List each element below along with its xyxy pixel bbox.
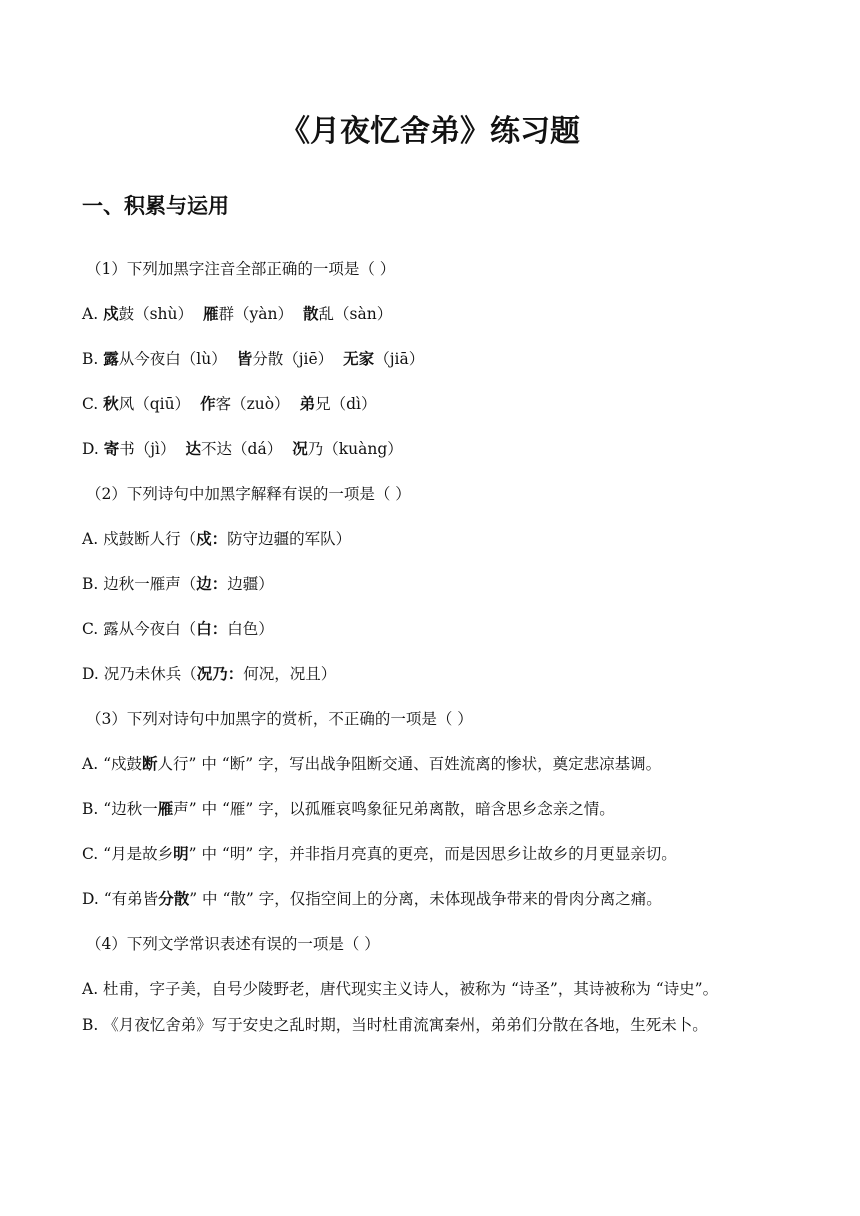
marked-character: 秋	[103, 394, 119, 413]
marked-character: 无家	[343, 349, 375, 368]
marked-character: 散	[303, 304, 319, 323]
marked-character: 皆	[236, 349, 253, 368]
pinyin-text: 客（zuò）	[215, 395, 290, 413]
question-3-option-a: A. “戍鼓断人行” 中 “断” 字，写出战争阻断交通、百姓流离的惨状，奠定悲凉基调。	[82, 754, 662, 773]
option-label: A.	[82, 305, 104, 323]
question-2-stem: （2）下列诗句中加黑字解释有误的一项是（ ）	[86, 485, 411, 503]
marked-character: 弟	[299, 394, 316, 413]
pinyin-text: 鼓（shù）	[118, 305, 193, 323]
question-1-stem: （1）下列加黑字注音全部正确的一项是（ ）	[86, 260, 396, 278]
question-list	[82, 256, 782, 1057]
marked-character: 达	[185, 439, 202, 458]
pinyin-text: 分散（jiē）	[252, 350, 334, 368]
question-3-stem: （3）下列对诗句中加黑字的赏析，不正确的一项是（ ）	[86, 710, 473, 728]
marked-character: 戍	[103, 304, 119, 323]
pinyin-text: 兄（dì）	[315, 395, 377, 413]
marked-character: 露	[103, 349, 119, 368]
section-heading: 一、积累与运用	[82, 194, 229, 218]
question-2-option-d: D. 况乃未休兵（况乃：何况，况且）	[82, 664, 337, 683]
pinyin-text: 书（jì）	[119, 440, 176, 458]
marked-character: 况	[292, 439, 308, 458]
question-2-option-a: A. 戍鼓断人行（戍：防守边疆的军队）	[82, 529, 352, 548]
pinyin-text: 风（qiū）	[118, 395, 191, 413]
page-title: 《月夜忆舍弟》练习题	[280, 114, 580, 149]
pinyin-text: 乃（kuàng）	[307, 440, 403, 458]
marked-character: 寄	[103, 439, 120, 458]
question-4-option-a: A. 杜甫，字子美，自号少陵野老，唐代现实主义诗人，被称为 “诗圣”，其诗被称为 “诗史”。	[82, 980, 719, 998]
question-3-option-d: D. “有弟皆分散” 中 “散” 字，仅指空间上的分离，未体现战争带来的骨肉分离之痛。	[82, 889, 662, 908]
pinyin-text: （jiā）	[374, 350, 425, 368]
option-label: B.	[82, 350, 104, 368]
pinyin-text: 乱（sàn）	[318, 305, 393, 323]
question-4-option-b: B. 《月夜忆舍弟》写于安史之乱时期，当时杜甫流寓秦州，弟弟们分散在各地，生死未卜。	[82, 1016, 708, 1034]
marked-character: 雁	[203, 304, 219, 323]
option-label: C.	[82, 395, 104, 413]
question-2-option-b: B. 边秋一雁声（边：边疆）	[82, 574, 274, 593]
question-1-option-c	[82, 391, 782, 436]
question-1-option-b	[82, 346, 782, 391]
pinyin-text: 不达（dá）	[201, 440, 283, 458]
pinyin-text: 群（yàn）	[218, 305, 293, 323]
option-label: D.	[82, 440, 104, 458]
question-4-stem: （4）下列文学常识表述有误的一项是（ ）	[86, 935, 380, 953]
pinyin-text: 从今夜白（lù）	[118, 350, 227, 368]
question-3-option-b: B. “边秋一雁声” 中 “雁” 字，以孤雁哀鸣象征兄弟离散，暗含思乡念亲之情。	[82, 799, 615, 818]
question-1-option-d	[82, 436, 782, 481]
question-3-option-c: C. “月是故乡明” 中 “明” 字，并非指月亮真的更亮，而是因思乡让故乡的月更显亲切。	[82, 844, 677, 863]
question-2-option-c: C. 露从今夜白（白：白色）	[82, 619, 274, 638]
marked-character: 作	[200, 394, 216, 413]
question-1-option-a	[82, 301, 782, 346]
